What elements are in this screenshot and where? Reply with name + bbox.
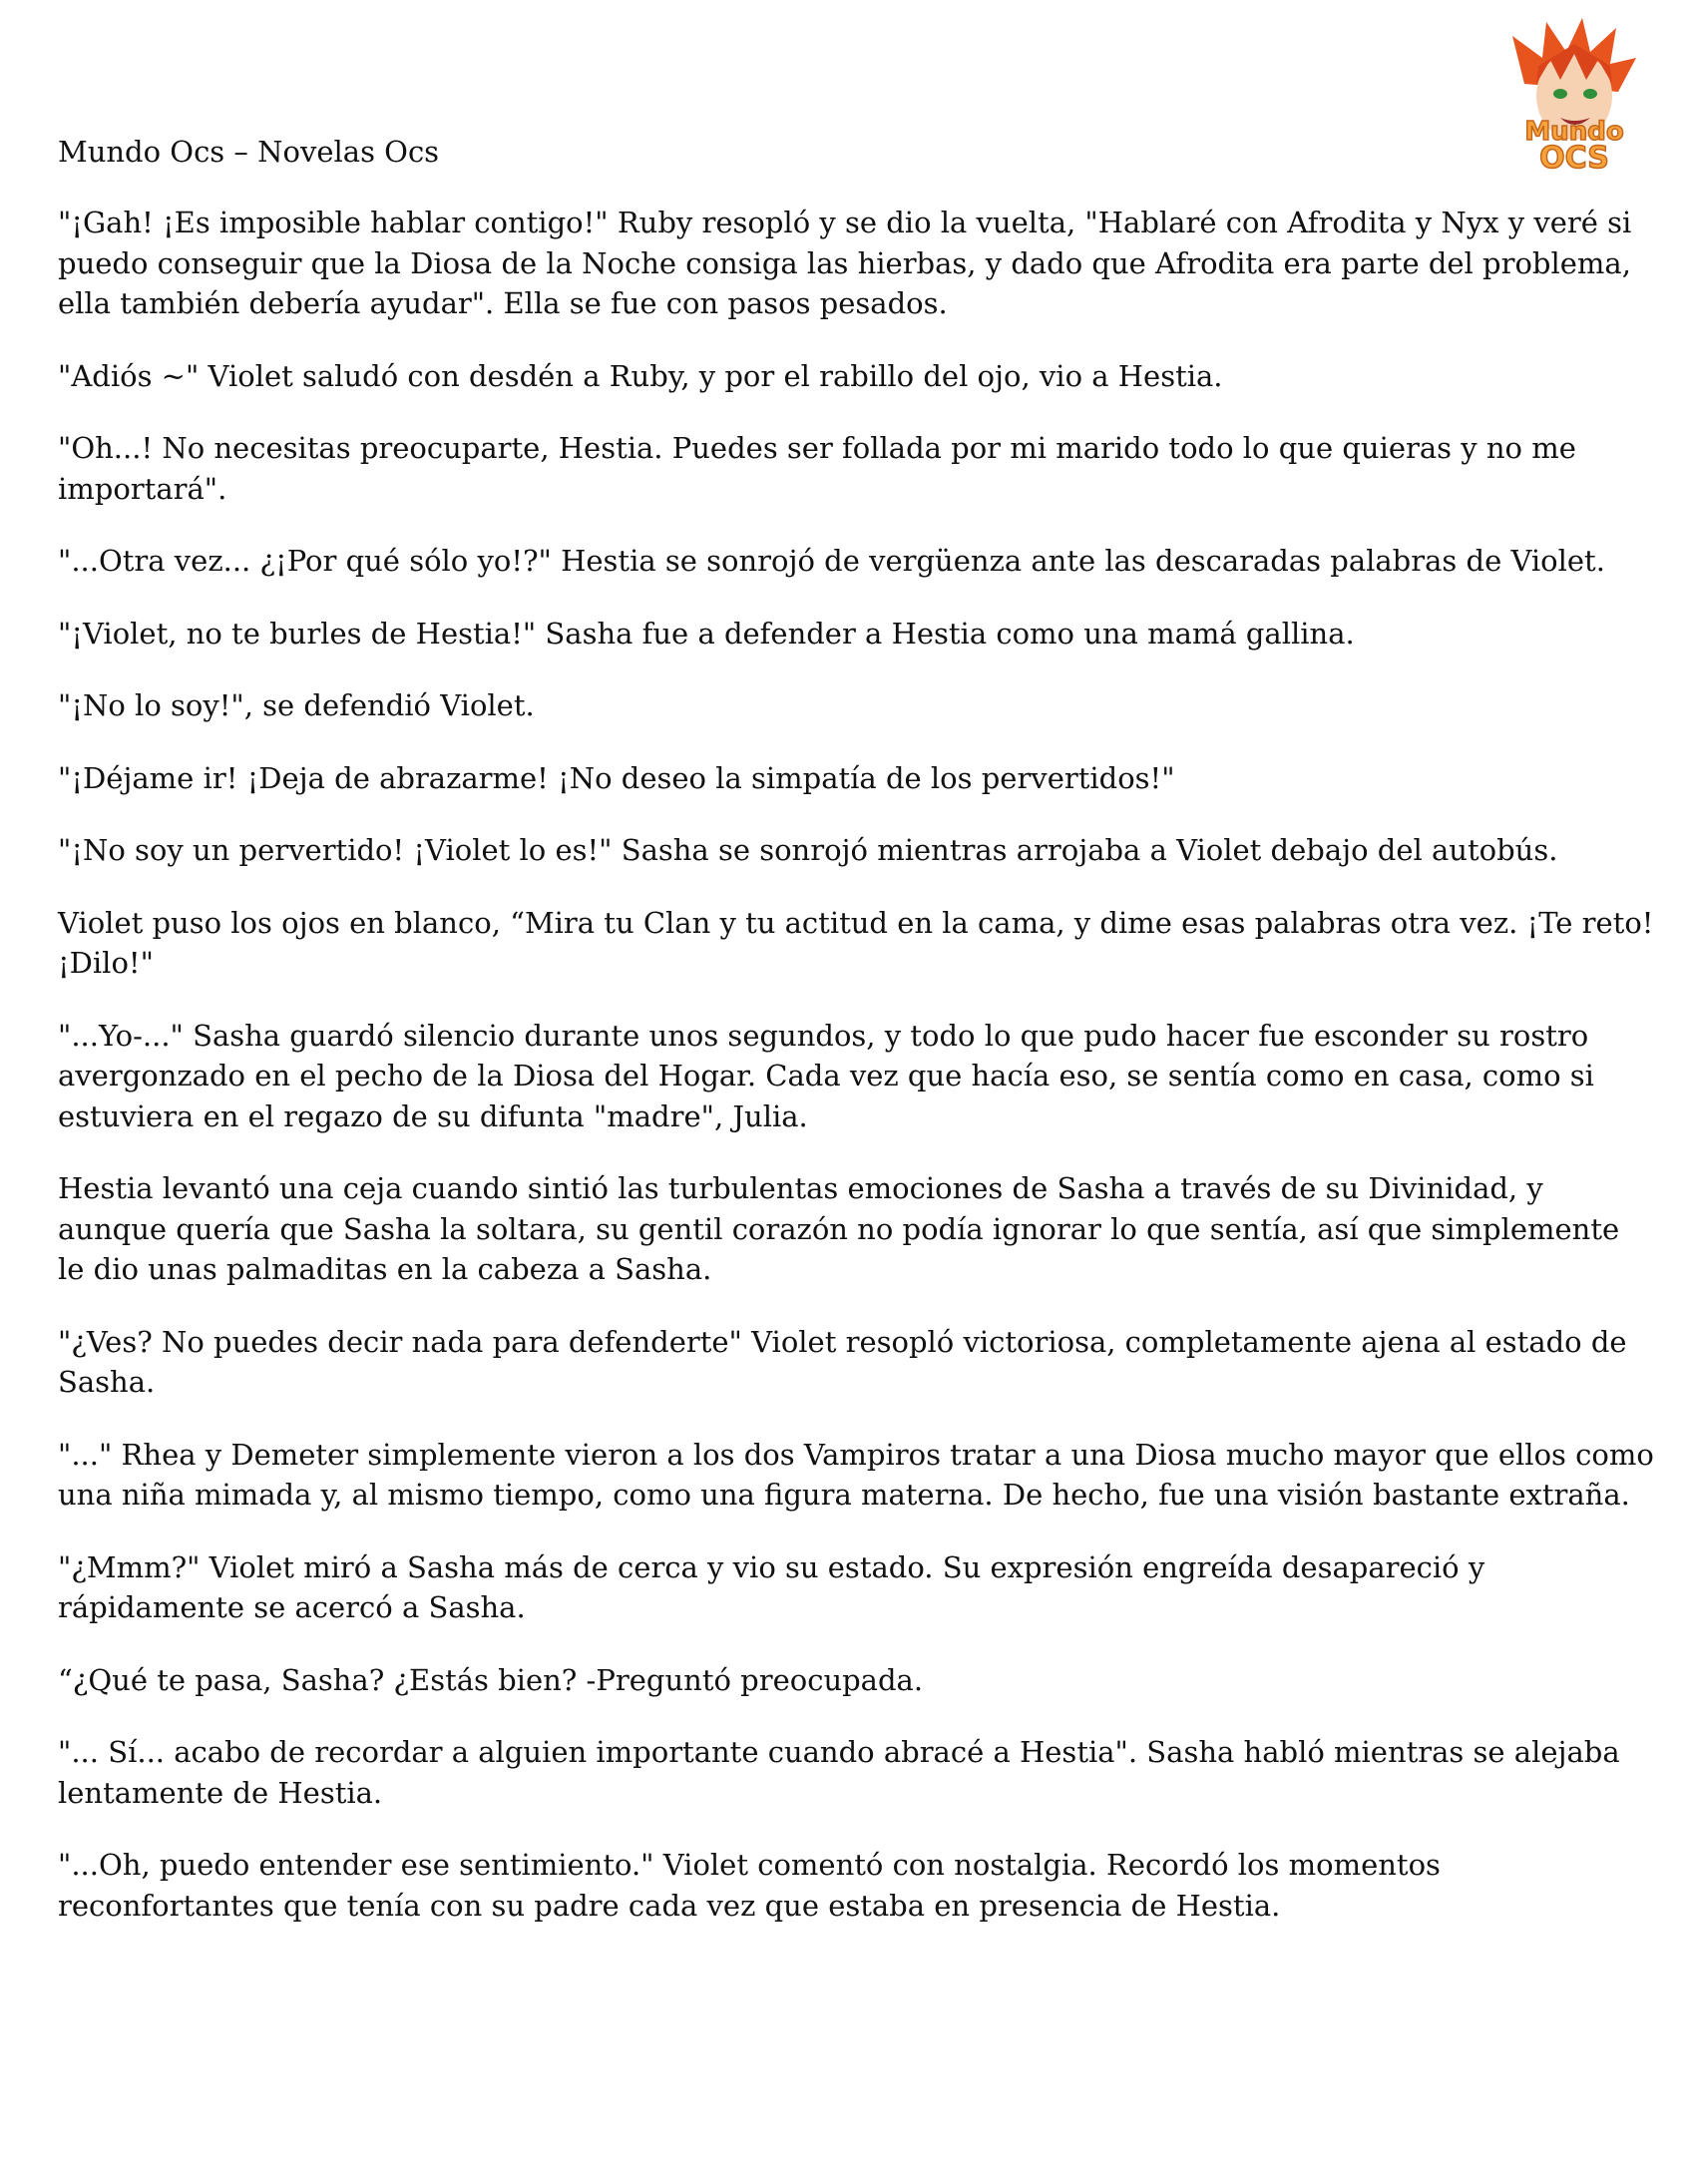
- site-logo: [1494, 14, 1654, 174]
- logo-text-top: Mundo: [1524, 117, 1624, 147]
- paragraph: "¿Mmm?" Violet miró a Sasha más de cerca y vio su estado. Su expresión engreída desapareció y rápidamente se acercó a Sasha.: [58, 1549, 1485, 1624]
- paragraph: "¡Gah! ¡Es imposible hablar contigo!" Ruby resopló y se dio la vuelta, "Hablaré con Afrodita y Nyx y veré si puedo conseguir que la Diosa de la Noche consiga las hierbas, y dado que Afrodita era parte del problema, ella también debería ayudar". Ella se fue con pasos pesados.: [58, 206, 1632, 320]
- paragraph: "Oh...! No necesitas preocuparte, Hestia. Puedes ser follada por mi marido todo lo que quieras y no me importará".: [58, 431, 1576, 506]
- paragraph: "¡No lo soy!", se defendió Violet.: [58, 688, 535, 722]
- paragraph: “¿Qué te pasa, Sasha? ¿Estás bien? -Preguntó preocupada.: [58, 1662, 924, 1697]
- paragraph: "...Otra vez... ¿¡Por qué sólo yo!?" Hestia se sonrojó de vergüenza ante las descaradas palabras de Violet.: [58, 544, 1605, 578]
- paragraph: "¡Déjame ir! ¡Deja de abrazarme! ¡No deseo la simpatía de los pervertidos!": [58, 760, 1175, 795]
- logo-eye-right: [1583, 89, 1597, 99]
- paragraph: Hestia levantó una ceja cuando sintió las turbulentas emociones de Sasha a través de su Divinidad, y aunque quería que Sasha la soltara, su gentil corazón no podía ignorar lo que sentía, así que simplemente le dio unas palmaditas en la cabeza a Sasha.: [58, 1171, 1620, 1286]
- paragraph: "..." Rhea y Demeter simplemente vieron a los dos Vampiros tratar a una Diosa mucho mayor que ellos como una niña mimada y, al mismo tiempo, como una figura materna. De hecho, fue una visión bastante extraña.: [58, 1437, 1654, 1512]
- site-header-line: Mundo Ocs – Novelas Ocs: [58, 135, 440, 169]
- paragraph: "¡No soy un pervertido! ¡Violet lo es!" Sasha se sonrojó mientras arrojaba a Violet debajo del autobús.: [58, 833, 1558, 867]
- paragraph: Violet puso los ojos en blanco, “Mira tu Clan y tu actitud en la cama, y dime esas palabras otra vez. ¡Te reto! ¡Dilo!": [58, 905, 1654, 980]
- paragraph: "Adiós ~" Violet saludó con desdén a Ruby, y por el rabillo del ojo, vio a Hestia.: [58, 358, 1223, 393]
- paragraph: "¿Ves? No puedes decir nada para defenderte" Violet resopló victoriosa, completamente ajena al estado de Sasha.: [58, 1324, 1627, 1399]
- paragraph: "... Sí... acabo de recordar a alguien importante cuando abracé a Hestia". Sasha habló mientras se alejaba lentamente de Hestia.: [58, 1735, 1620, 1810]
- paragraph: "¡Violet, no te burles de Hestia!" Sasha fue a defender a Hestia como una mamá gallina.: [58, 616, 1355, 651]
- logo-text-bottom: OCS: [1539, 141, 1609, 174]
- logo-eye-left: [1553, 89, 1567, 99]
- paragraph: "...Oh, puedo entender ese sentimiento." Violet comentó con nostalgia. Recordó los momentos reconfortantes que tenía con su padre cada vez que estaba en presencia de Hestia.: [58, 1848, 1441, 1923]
- anime-girl-mascot-logo-icon: [1494, 14, 1654, 174]
- story-body: [58, 203, 1654, 1958]
- paragraph: "...Yo-..." Sasha guardó silencio durante unos segundos, y todo lo que pudo hacer fue esconder su rostro avergonzado en el pecho de la Diosa del Hogar. Cada vez que hacía eso, se sentía como en casa, como si estuviera en el regazo de su difunta "madre", Julia.: [58, 1018, 1594, 1133]
